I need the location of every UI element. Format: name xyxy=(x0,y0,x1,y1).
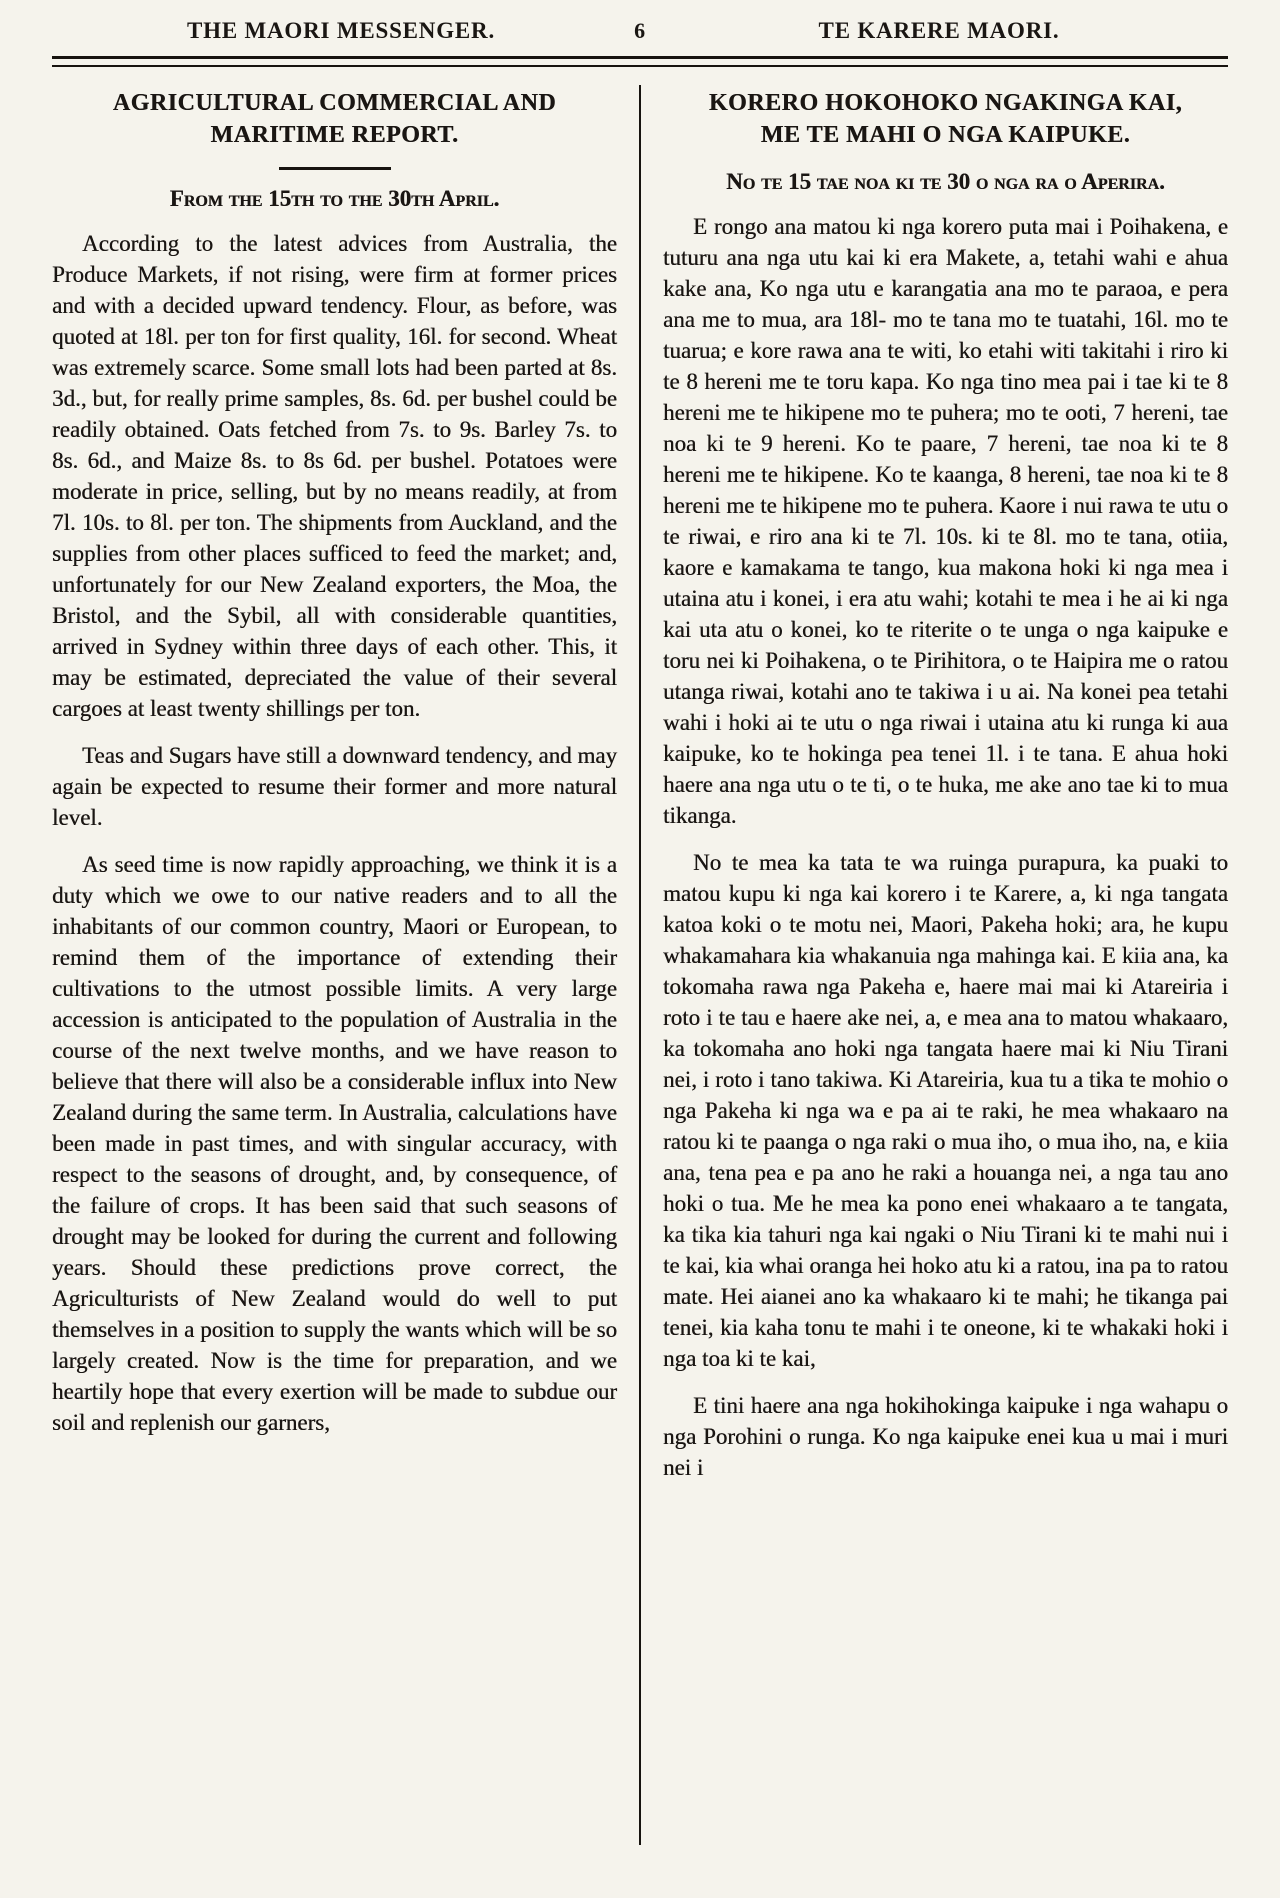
paragraph-maori-1: E rongo ana matou ki nga korero puta mai i Poihakena, e tuturu ana nga utu kai ki era Makete, a, tetahi wahi e ahua kake ana, Ko nga utu e karangatia ana mo te paraoa, e pera ana me to mua, ara 18l- mo te tana mo te tuatahi, 16l. mo te tuarua; e kore rawa ana te witi, ko etahi witi takitahi i riro ki te 8 hereni me te toru kapa. Ko nga tino mea pai i tae ki te 8 hereni me te hikipene mo te puhera; mo te ooti, 7 hereni, tae noa ki te 9 hereni. Ko te paare, 7 hereni, tae noa ki te 8 hereni me te hikipene. Ko te kaanga, 8 hereni, tae noa ki te 8 hereni me te hikipene mo te puhera. Kaore i nui rawa te utu o te riwai, e riro ana ki te 7l. 10s. ki te 8l. mo te tana, otiia, kaore e kamakama te tango, kua makona hoki ki nga mea i utaina atu i konei, i era atu wahi; kotahi te mea i he ai ki nga kai uta atu o konei, ko te riterite o te unga o nga kaipuke e toru nei ki Poihakena, o te Pirihitora, o te Haipira me o ratou utanga riwai, kotahi ano te takiwa i u ai. Na konei pea tetahi wahi i hoki ai te utu o nga riwai i utaina atu ki runga ki aua kaipuke, ko te hokinga pea tenei 1l. i te tana. E ahua hoki haere ana nga utu o te ti, o te huka, me ake ano tae ki to mua tikanga. xyxy=(663,214,1228,828)
paragraph-english-2: Teas and Sugars have still a downward tendency, and may again be expected to resume their former and more natural level. xyxy=(52,743,617,830)
date-range-maori: No te 15 tae noa ki te 30 o nga ra o Aperira. xyxy=(726,169,1165,194)
two-column-body xyxy=(52,85,1228,1845)
article-title-english: AGRICULTURAL COMMERCIAL AND MARITIME REPORT. xyxy=(112,90,557,148)
title-divider-rule xyxy=(279,167,391,170)
paragraph-english-3: As seed time is now rapidly approaching, we think it is a duty which we owe to our native readers and to all the inhabitants of our common country, Maori or European, to remind them of the importance of extending their cultivations to the utmost possible limits. A very large accession is anticipated to the population of Australia in the course of the next twelve months, and we have reason to believe that there will also be a considerable influx into New Zealand during the same term. In Australia, calculations have been made in past times, and with singular accuracy, with respect to the seasons of drought, and, by consequence, of the failure of crops. It has been said that such seasons of drought may be looked for during the current and following years. Should these predictions prove correct, the Agriculturists of New Zealand would do well to put themselves in a position to supply the wants which will be so largely created. Now is the time for preparation, and we heartily hope that every exertion will be made to subdue our soil and replenish our garners, xyxy=(52,852,617,1435)
english-column xyxy=(52,85,639,1845)
masthead-rule xyxy=(52,56,1228,67)
masthead-title-english: THE MAORI MESSENGER. xyxy=(186,18,495,43)
paragraph-english-1: According to the latest advices from Australia, the Produce Markets, if not rising, were firm at former prices and with a decided upward tendency. Flour, as before, was quoted at 18l. per ton for first quality, 16l. for second. Wheat was extremely scarce. Some small lots had been parted at 8s. 3d., but, for really prime samples, 8s. 6d. per bushel could be readily obtained. Oats fetched from 7s. to 9s. Barley 7s. to 8s. 6d., and Maize 8s. to 8s 6d. per bushel. Potatoes were moderate in price, selling, but by no means readily, at from 7l. 10s. to 8l. per ton. The shipments from Auckland, and the supplies from other places sufficed to feed the market; and, unfortunately for our New Zealand exporters, the Moa, the Bristol, and the Sybil, all with considerable quantities, arrived in Sydney within three days of each other. This, it may be estimated, depreciated the value of their several cargoes at least twenty shillings per ton. xyxy=(52,231,617,721)
article-title-maori: KORERO HOKOHOKO NGAKINGA KAI, ME TE MAHI O NGA KAIPUKE. xyxy=(708,90,1183,148)
paragraph-maori-3: E tini haere ana nga hokihokinga kaipuke i nga wahapu o nga Porohini o runga. Ko nga kaipuke enei kua u mai i muri nei i xyxy=(663,1393,1228,1480)
maori-column xyxy=(641,85,1228,1845)
page-number: 6 xyxy=(634,18,646,43)
date-range-english: From the 15th to the 30th April. xyxy=(169,186,500,211)
paragraph-maori-2: No te mea ka tata te wa ruinga purapura, ka puaki to matou kupu ki nga kai korero i te Karere, a, ki nga tangata katoa koki o te motu nei, Maori, Pakeha hoki; ara, he kupu whakamahara kia whakanuia nga mahinga kai. E kiia ana, ka tokomaha rawa nga Pakeha e, haere mai mai ki Atareiria i roto i te tau e haere ake nei, a, e mea ana to matou whakaaro, ka tokomaha ano hoki nga tangata haere mai ki Niu Tirani nei, i roto i tano takiwa. Ki Atareiria, kua tu a tika te mohio o nga Pakeha ki nga wa e pa ai te raki, he mea whakaaro na ratou ki te paanga o nga raki o mua iho, o mua iho, na, e kiia ana, tena pea e pa ano he raki a houanga nei, a nga tau ano hoki o tua. Me he mea ka pono enei whakaaro a te tangata, ka tika kia tahuri nga kai ngaki o Niu Tirani ki te mahi nui i te kai, kia whai oranga hei hoko atu ki a ratou, ina pa to ratou mate. Hei aianei ano ka whakaaro ki te mahi; he tikanga pai tenei, kia kaha tonu te mahi i te oneone, ki te whakaki hoki i nga toa ki te kai, xyxy=(663,850,1228,1371)
masthead-title-maori: TE KARERE MAORI. xyxy=(818,18,1060,43)
masthead xyxy=(52,14,1228,44)
